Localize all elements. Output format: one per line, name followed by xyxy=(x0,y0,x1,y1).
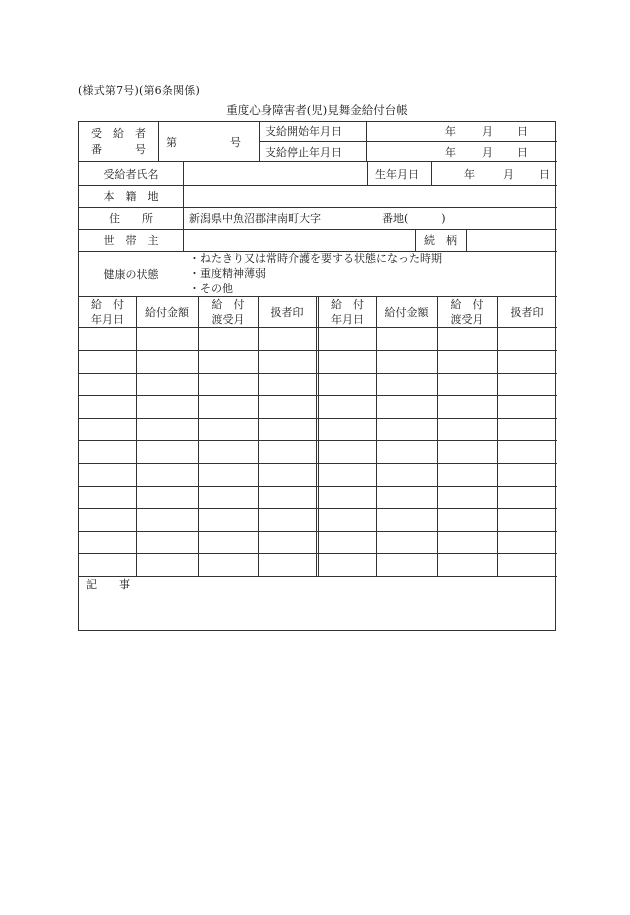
col-header-month-right-2: 渡受月 xyxy=(450,313,484,326)
address-value: 新潟県中魚沼郡津南町大字 xyxy=(189,212,321,225)
birth-year-label: 年 xyxy=(464,168,475,181)
stop-date-label: 支給停止年月日 xyxy=(265,146,342,159)
health-option-bedridden: ・ねたきり又は常時介護を要する状態になった時期 xyxy=(189,252,442,265)
document-title: 重度心身障害者(児)見舞金給付台帳 xyxy=(226,103,408,117)
col-header-amount-right: 給付金額 xyxy=(384,306,429,319)
address-label: 住 所 xyxy=(109,212,153,225)
stop-month-label: 月 xyxy=(482,146,493,159)
household-head-label: 世 帯 主 xyxy=(103,234,159,247)
start-day-label: 日 xyxy=(517,125,528,138)
notes-label: 記 事 xyxy=(86,578,130,591)
col-header-payment-date-right-2: 年月日 xyxy=(331,313,364,326)
start-date-label: 支給開始年月日 xyxy=(265,125,342,138)
health-option-intellectual: ・重度精神薄弱 xyxy=(189,267,266,280)
col-header-payment-date-right: 給 付 xyxy=(331,298,364,311)
recipient-number-label-2: 番 号 xyxy=(91,143,146,156)
health-status-label: 健康の状態 xyxy=(103,268,159,281)
number-suffix: 号 xyxy=(230,136,241,149)
number-prefix: 第 xyxy=(166,136,177,149)
start-month-label: 月 xyxy=(482,125,493,138)
health-option-other: ・その他 xyxy=(189,282,233,295)
stop-day-label: 日 xyxy=(517,146,528,159)
col-header-amount: 給付金額 xyxy=(145,306,189,319)
recipient-number-label: 受 給 者 xyxy=(91,127,146,140)
col-header-payment-date: 給 付 xyxy=(91,298,124,311)
col-header-seal-right: 扱者印 xyxy=(510,306,544,319)
col-header-payment-date-2: 年月日 xyxy=(91,313,124,326)
ledger-form xyxy=(78,121,556,631)
birth-day-label: 日 xyxy=(539,168,550,181)
col-header-seal: 扱者印 xyxy=(270,306,304,319)
relation-label: 続 柄 xyxy=(424,234,457,247)
birth-date-label: 生年月日 xyxy=(375,168,419,181)
form-number-label: (様式第7号)(第6条関係) xyxy=(78,84,200,97)
col-header-month-right: 給 付 xyxy=(450,298,484,311)
start-year-label: 年 xyxy=(445,125,456,138)
col-header-month-2: 渡受月 xyxy=(211,313,245,326)
domicile-label: 本 籍 地 xyxy=(103,190,159,203)
stop-year-label: 年 xyxy=(445,146,456,159)
birth-month-label: 月 xyxy=(503,168,514,181)
address-banchi: 番地( ) xyxy=(382,212,446,225)
col-header-month: 給 付 xyxy=(211,298,245,311)
recipient-name-label: 受給者氏名 xyxy=(103,168,159,181)
